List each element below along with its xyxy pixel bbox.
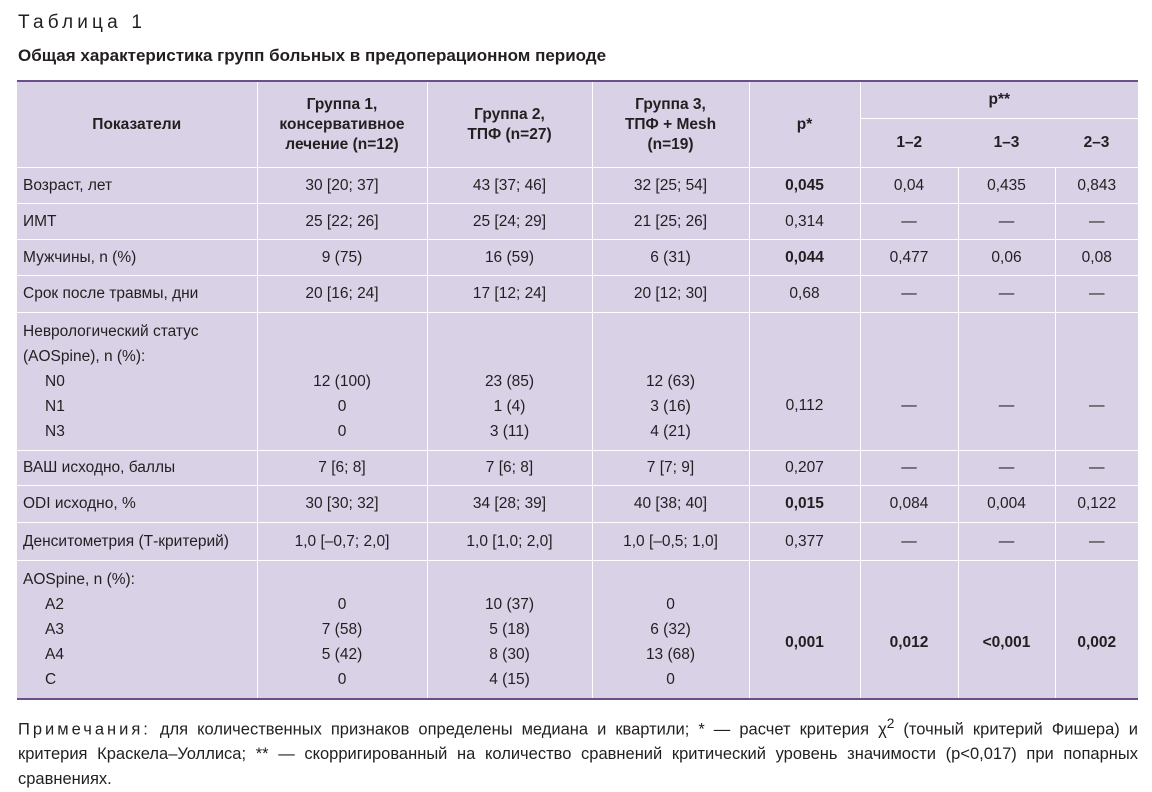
table-note xyxy=(18,712,1138,791)
cell-p-1-3: 0,435 xyxy=(958,168,1055,204)
cell-p: 0,68 xyxy=(749,276,860,313)
neuro-n1-label: N1 xyxy=(45,398,65,415)
cell-p-1-2: — xyxy=(860,451,958,486)
cell-group2: 43 [37; 46] xyxy=(427,168,592,204)
table-row xyxy=(17,240,1138,276)
row-label: ИМТ xyxy=(17,204,257,240)
cell-p-1-2: 0,084 xyxy=(860,486,958,523)
header-p-pairwise: p** xyxy=(860,81,1138,119)
cell-group3: 12 (63) 3 (16) 4 (21) xyxy=(592,313,749,451)
cell-group1: 1,0 [–0,7; 2,0] xyxy=(257,523,427,561)
cell-p-2-3: 0,002 xyxy=(1055,561,1138,699)
table-row xyxy=(17,451,1138,486)
cell-p-2-3: 0,122 xyxy=(1055,486,1138,523)
row-label: Срок после травмы, дни xyxy=(17,276,257,313)
header-p-2-3: 2–3 xyxy=(1055,119,1138,168)
ao-a3-label: A3 xyxy=(45,620,64,638)
cell-group3: 32 [25; 54] xyxy=(592,168,749,204)
cell-p: 0,377 xyxy=(749,523,860,561)
cell-p: 0,045 xyxy=(749,168,860,204)
table-row xyxy=(17,523,1138,561)
header-group1: Группа 1, консервативное лечение (n=12) xyxy=(257,81,427,168)
cell-group2: 34 [28; 39] xyxy=(427,486,592,523)
cell-group3: 7 [7; 9] xyxy=(592,451,749,486)
row-label xyxy=(17,313,257,451)
neuro-n0-label: N0 xyxy=(45,373,65,390)
cell-p-1-2: — xyxy=(860,276,958,313)
table-title: Общая характеристика групп больных в предоперационном периоде xyxy=(18,46,607,65)
cell-group1: 20 [16; 24] xyxy=(257,276,427,313)
cell-group2: 16 (59) xyxy=(427,240,592,276)
cell-p-1-3: — xyxy=(958,204,1055,240)
cell-group1: 9 (75) xyxy=(257,240,427,276)
cell-group2: 23 (85) 1 (4) 3 (11) xyxy=(427,313,592,451)
header-p: p* xyxy=(749,81,860,168)
cell-p: 0,314 xyxy=(749,204,860,240)
neuro-label-line1: Неврологический статус xyxy=(23,323,199,340)
cell-p: 0,112 xyxy=(749,313,860,451)
ao-a2-label: A2 xyxy=(45,595,64,613)
table-row xyxy=(17,313,1138,451)
header-group2: Группа 2, ТПФ (n=27) xyxy=(427,81,592,168)
cell-group3: 6 (31) xyxy=(592,240,749,276)
cell-group1: 12 (100) 0 0 xyxy=(257,313,427,451)
patient-characteristics-table xyxy=(17,80,1138,700)
row-label: Денситометрия (Т-критерий) xyxy=(17,523,257,561)
row-label: ВАШ исходно, баллы xyxy=(17,451,257,486)
cell-p: 0,001 xyxy=(749,561,860,699)
cell-group1: 30 [20; 37] xyxy=(257,168,427,204)
cell-group2: 1,0 [1,0; 2,0] xyxy=(427,523,592,561)
cell-group2: 25 [24; 29] xyxy=(427,204,592,240)
cell-p-1-2: 0,012 xyxy=(860,561,958,699)
row-label xyxy=(17,561,257,699)
cell-p-1-3: 0,004 xyxy=(958,486,1055,523)
cell-group1: 25 [22; 26] xyxy=(257,204,427,240)
cell-p-2-3: — xyxy=(1055,276,1138,313)
cell-p: 0,207 xyxy=(749,451,860,486)
header-p-1-2: 1–2 xyxy=(860,119,958,168)
note-superscript: 2 xyxy=(886,716,895,731)
cell-p: 0,015 xyxy=(749,486,860,523)
neuro-n3-label: N3 xyxy=(45,423,65,440)
cell-p-1-3: 0,06 xyxy=(958,240,1055,276)
cell-p-1-2: — xyxy=(860,313,958,451)
cell-p-1-2: 0,477 xyxy=(860,240,958,276)
ao-c-label: C xyxy=(45,670,57,688)
table-row xyxy=(17,561,1138,699)
row-label: ODI исходно, % xyxy=(17,486,257,523)
cell-p-1-2: — xyxy=(860,204,958,240)
table-caption: Таблица 1 xyxy=(18,12,147,33)
cell-p-2-3: 0,843 xyxy=(1055,168,1138,204)
cell-group3: 0 6 (32) 13 (68) 0 xyxy=(592,561,749,699)
cell-group3: 21 [25; 26] xyxy=(592,204,749,240)
cell-group1: 7 [6; 8] xyxy=(257,451,427,486)
cell-p-1-3: — xyxy=(958,523,1055,561)
cell-p-1-3: <0,001 xyxy=(958,561,1055,699)
table-row xyxy=(17,204,1138,240)
cell-p-2-3: — xyxy=(1055,204,1138,240)
cell-p-1-3: — xyxy=(958,313,1055,451)
note-text-a: для количественных признаков определены медиана и квартили; * — расчет критерия χ xyxy=(150,720,887,739)
cell-p-2-3: — xyxy=(1055,523,1138,561)
cell-group2: 17 [12; 24] xyxy=(427,276,592,313)
cell-p: 0,044 xyxy=(749,240,860,276)
cell-group2: 10 (37) 5 (18) 8 (30) 4 (15) xyxy=(427,561,592,699)
cell-p-2-3: 0,08 xyxy=(1055,240,1138,276)
cell-p-1-3: — xyxy=(958,276,1055,313)
row-label: Мужчины, n (%) xyxy=(17,240,257,276)
cell-p-1-2: — xyxy=(860,523,958,561)
note-prefix: Примечания: xyxy=(18,720,151,739)
header-indicators: Показатели xyxy=(92,115,182,133)
cell-group3: 1,0 [–0,5; 1,0] xyxy=(592,523,749,561)
row-label: Возраст, лет xyxy=(17,168,257,204)
table-row xyxy=(17,486,1138,523)
table-row xyxy=(17,168,1138,204)
cell-p-1-3: — xyxy=(958,451,1055,486)
cell-group3: 40 [38; 40] xyxy=(592,486,749,523)
neuro-label-line2: (AOSpine), n (%): xyxy=(23,348,146,365)
cell-p-1-2: 0,04 xyxy=(860,168,958,204)
ao-a4-label: A4 xyxy=(45,645,64,663)
header-p-1-3: 1–3 xyxy=(958,119,1055,168)
cell-p-2-3: — xyxy=(1055,451,1138,486)
cell-p-2-3: — xyxy=(1055,313,1138,451)
header-group3: Группа 3, ТПФ + Mesh (n=19) xyxy=(592,81,749,168)
ao-label: AOSpine, n (%): xyxy=(23,570,135,588)
note-text-b: (точный критерий Фишера) и критерия Краскела–Уоллиса; ** — скорригированный на количество сравнений критический уровень значимости (p<0,017) при попарных сравнениях. xyxy=(18,720,1138,788)
cell-group3: 20 [12; 30] xyxy=(592,276,749,313)
cell-group1: 0 7 (58) 5 (42) 0 xyxy=(257,561,427,699)
table-row xyxy=(17,276,1138,313)
cell-group1: 30 [30; 32] xyxy=(257,486,427,523)
cell-group2: 7 [6; 8] xyxy=(427,451,592,486)
